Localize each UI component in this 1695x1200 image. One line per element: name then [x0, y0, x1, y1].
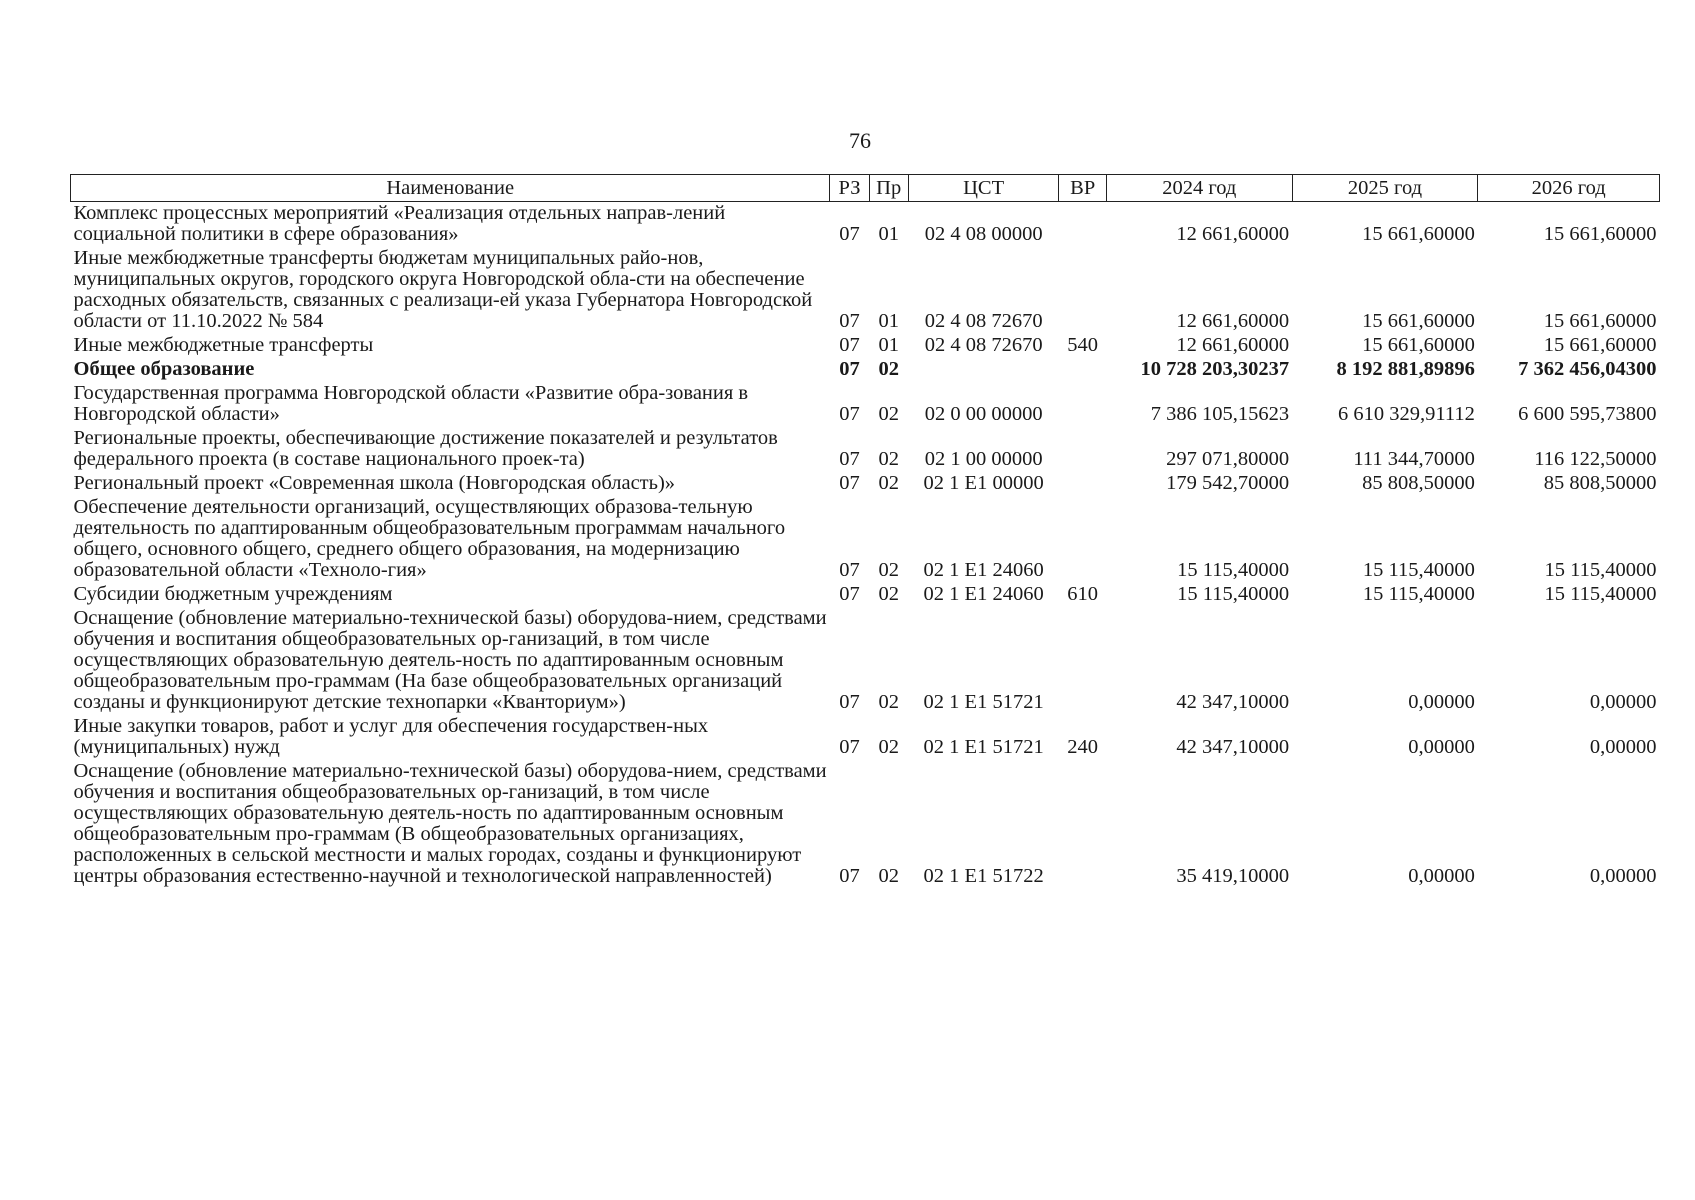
table-row [71, 583, 1660, 607]
row-name: Оснащение (обновление материально-технической базы) оборудова-нием, средствами обучения и воспитания общеобразовательных ор-ганизаций, в том числе осуществляющих образовательную деятель-ность по адаптированным основным общеобразовательным про-граммам (На базе общеобразовательных организаций созданы и функционируют детские технопарки «Кванториум») [73, 607, 827, 713]
row-value-2025: 6 610 329,91112 [1337, 403, 1475, 425]
row-value-2025: 8 192 881,89896 [1336, 358, 1475, 380]
row-rz: 07 [839, 472, 860, 494]
row-pr: 02 [878, 583, 899, 605]
row-value-2025: 85 808,50000 [1362, 472, 1475, 494]
row-value-2026: 116 122,50000 [1534, 448, 1657, 470]
header-row [71, 175, 1660, 202]
table-row [71, 607, 1660, 715]
table-row [71, 382, 1660, 427]
row-vr [1059, 496, 1106, 583]
row-value-2026: 85 808,50000 [1543, 472, 1657, 494]
row-rz: 07 [839, 736, 860, 758]
row-cst: 02 1 00 00000 [924, 448, 1043, 470]
row-rz: 07 [839, 403, 860, 425]
row-value-2025: 0,00000 [1408, 736, 1475, 758]
row-cst: 02 4 08 72670 [924, 310, 1043, 332]
row-name: Иные межбюджетные трансферты [73, 334, 374, 356]
row-value-2025: 15 661,60000 [1362, 223, 1475, 245]
row-value-2024: 35 419,10000 [1176, 865, 1290, 887]
row-value-2026: 0,00000 [1589, 736, 1657, 758]
row-rz: 07 [839, 358, 860, 380]
row-pr: 02 [878, 559, 899, 581]
row-name: Региональный проект «Современная школа (Новгородская область)» [73, 472, 676, 494]
row-vr [1059, 427, 1106, 472]
row-vr [1059, 358, 1106, 382]
row-cst: 02 1 E1 51721 [923, 736, 1044, 758]
header-cst: ЦСТ [908, 175, 1059, 202]
row-value-2024: 15 115,40000 [1177, 583, 1290, 605]
header-2026: 2026 год [1478, 175, 1660, 202]
table-header [71, 175, 1660, 202]
row-value-2024: 7 386 105,15623 [1150, 403, 1290, 425]
row-vr [1059, 607, 1106, 715]
budget-table [70, 174, 1660, 889]
row-value-2025: 15 115,40000 [1362, 559, 1475, 581]
row-vr: 240 [1067, 736, 1099, 758]
row-value-2025: 0,00000 [1408, 691, 1475, 713]
header-vr: ВР [1059, 175, 1106, 202]
row-name: Государственная программа Новгородской области «Развитие обра-зования в Новгородской области» [73, 382, 749, 425]
row-name: Оснащение (обновление материально-технической базы) оборудова-нием, средствами обучения и воспитания общеобразовательных ор-ганизаций, в том числе осуществляющих образовательную деятель-ность по адаптированным основным общеобразовательным про-граммам (В общеобразовательных организациях, расположенных в сельской местности и малых городах, созданы и функционируют центры образования естественно-научной и технологической направленностей) [73, 760, 827, 887]
row-value-2026: 0,00000 [1589, 691, 1657, 713]
table-row [71, 472, 1660, 496]
row-value-2025: 15 115,40000 [1362, 583, 1475, 605]
header-name: Наименование [71, 175, 830, 202]
row-value-2026: 15 115,40000 [1544, 583, 1657, 605]
row-name: Иные закупки товаров, работ и услуг для обеспечения государствен-ных (муниципальных) нужд [73, 715, 709, 758]
row-rz: 07 [839, 334, 860, 356]
row-cst: 02 1 E1 51722 [923, 865, 1044, 887]
row-value-2024: 12 661,60000 [1176, 310, 1290, 332]
row-rz: 07 [839, 583, 860, 605]
table-row [71, 496, 1660, 583]
row-value-2024: 15 115,40000 [1177, 559, 1290, 581]
row-vr [1059, 247, 1106, 334]
row-pr: 02 [878, 865, 899, 887]
row-pr: 02 [878, 472, 899, 494]
row-vr [1059, 760, 1106, 889]
row-vr: 610 [1067, 583, 1099, 605]
row-value-2024: 179 542,70000 [1166, 472, 1290, 494]
row-value-2024: 42 347,10000 [1176, 691, 1290, 713]
row-rz: 07 [839, 448, 860, 470]
table-row [71, 358, 1660, 382]
row-cst: 02 1 E1 00000 [923, 472, 1044, 494]
row-name: Региональные проекты, обеспечивающие достижение показателей и результатов федерального проекта (в составе национального проек-та) [73, 427, 778, 470]
row-vr [1059, 202, 1106, 248]
row-rz: 07 [839, 223, 860, 245]
row-value-2024: 297 071,80000 [1166, 448, 1290, 470]
header-2024: 2024 год [1106, 175, 1292, 202]
page-number: 76 [849, 128, 871, 153]
row-rz: 07 [839, 310, 860, 332]
row-name: Общее образование [73, 358, 255, 380]
row-cst: 02 1 E1 24060 [923, 583, 1044, 605]
row-name: Иные межбюджетные трансферты бюджетам муниципальных райо-нов, муниципальных округов, городского округа Новгородской обла-сти на обеспечение расходных обязательств, связанных с реализаци-ей указа Губернатора Новгородской области от 11.10.2022 № 584 [73, 247, 813, 332]
row-value-2025: 0,00000 [1408, 865, 1475, 887]
row-value-2024: 12 661,60000 [1176, 223, 1290, 245]
row-pr: 02 [878, 403, 899, 425]
row-value-2024: 12 661,60000 [1176, 334, 1290, 356]
table-row [71, 715, 1660, 760]
row-pr: 02 [878, 358, 899, 380]
row-vr [1059, 382, 1106, 427]
table-row [71, 334, 1660, 358]
row-cst: 02 0 00 00000 [924, 403, 1043, 425]
table-row [71, 202, 1660, 248]
row-value-2026: 0,00000 [1589, 865, 1657, 887]
header-2025: 2025 год [1292, 175, 1478, 202]
row-vr: 540 [1067, 334, 1099, 356]
row-cst: 02 1 E1 24060 [923, 559, 1044, 581]
row-name: Субсидии бюджетным учреждениям [73, 583, 393, 605]
row-value-2026: 15 115,40000 [1544, 559, 1657, 581]
row-pr: 01 [878, 334, 899, 356]
row-pr: 02 [878, 736, 899, 758]
row-cst [908, 358, 1059, 382]
row-cst: 02 4 08 00000 [924, 223, 1043, 245]
table-body [71, 202, 1660, 890]
row-value-2024: 10 728 203,30237 [1140, 358, 1290, 380]
row-value-2025: 111 344,70000 [1353, 448, 1475, 470]
row-value-2026: 15 661,60000 [1543, 310, 1657, 332]
table-row [71, 247, 1660, 334]
header-pr: Пр [869, 175, 908, 202]
row-value-2024: 42 347,10000 [1176, 736, 1290, 758]
header-rz: РЗ [830, 175, 869, 202]
row-value-2025: 15 661,60000 [1362, 334, 1475, 356]
row-value-2026: 6 600 595,73800 [1518, 403, 1657, 425]
row-vr [1059, 472, 1106, 496]
table-row [71, 427, 1660, 472]
table-row [71, 760, 1660, 889]
row-pr: 01 [878, 310, 899, 332]
row-value-2025: 15 661,60000 [1362, 310, 1475, 332]
row-value-2026: 7 362 456,04300 [1518, 358, 1657, 380]
row-rz: 07 [839, 559, 860, 581]
row-rz: 07 [839, 865, 860, 887]
row-cst: 02 4 08 72670 [924, 334, 1043, 356]
row-value-2026: 15 661,60000 [1543, 223, 1657, 245]
row-value-2026: 15 661,60000 [1543, 334, 1657, 356]
row-cst: 02 1 E1 51721 [923, 691, 1044, 713]
row-pr: 02 [878, 448, 899, 470]
row-pr: 02 [878, 691, 899, 713]
row-pr: 01 [878, 223, 899, 245]
row-name: Комплекс процессных мероприятий «Реализация отдельных направ-лений социальной политики в сфере образования» [73, 202, 726, 245]
row-rz: 07 [839, 691, 860, 713]
row-name: Обеспечение деятельности организаций, осуществляющих образова-тельную деятельность по адаптированным общеобразовательным программам начального общего, основного общего, среднего общего образования, на модернизацию образовательной области «Техноло-гия» [73, 496, 786, 581]
